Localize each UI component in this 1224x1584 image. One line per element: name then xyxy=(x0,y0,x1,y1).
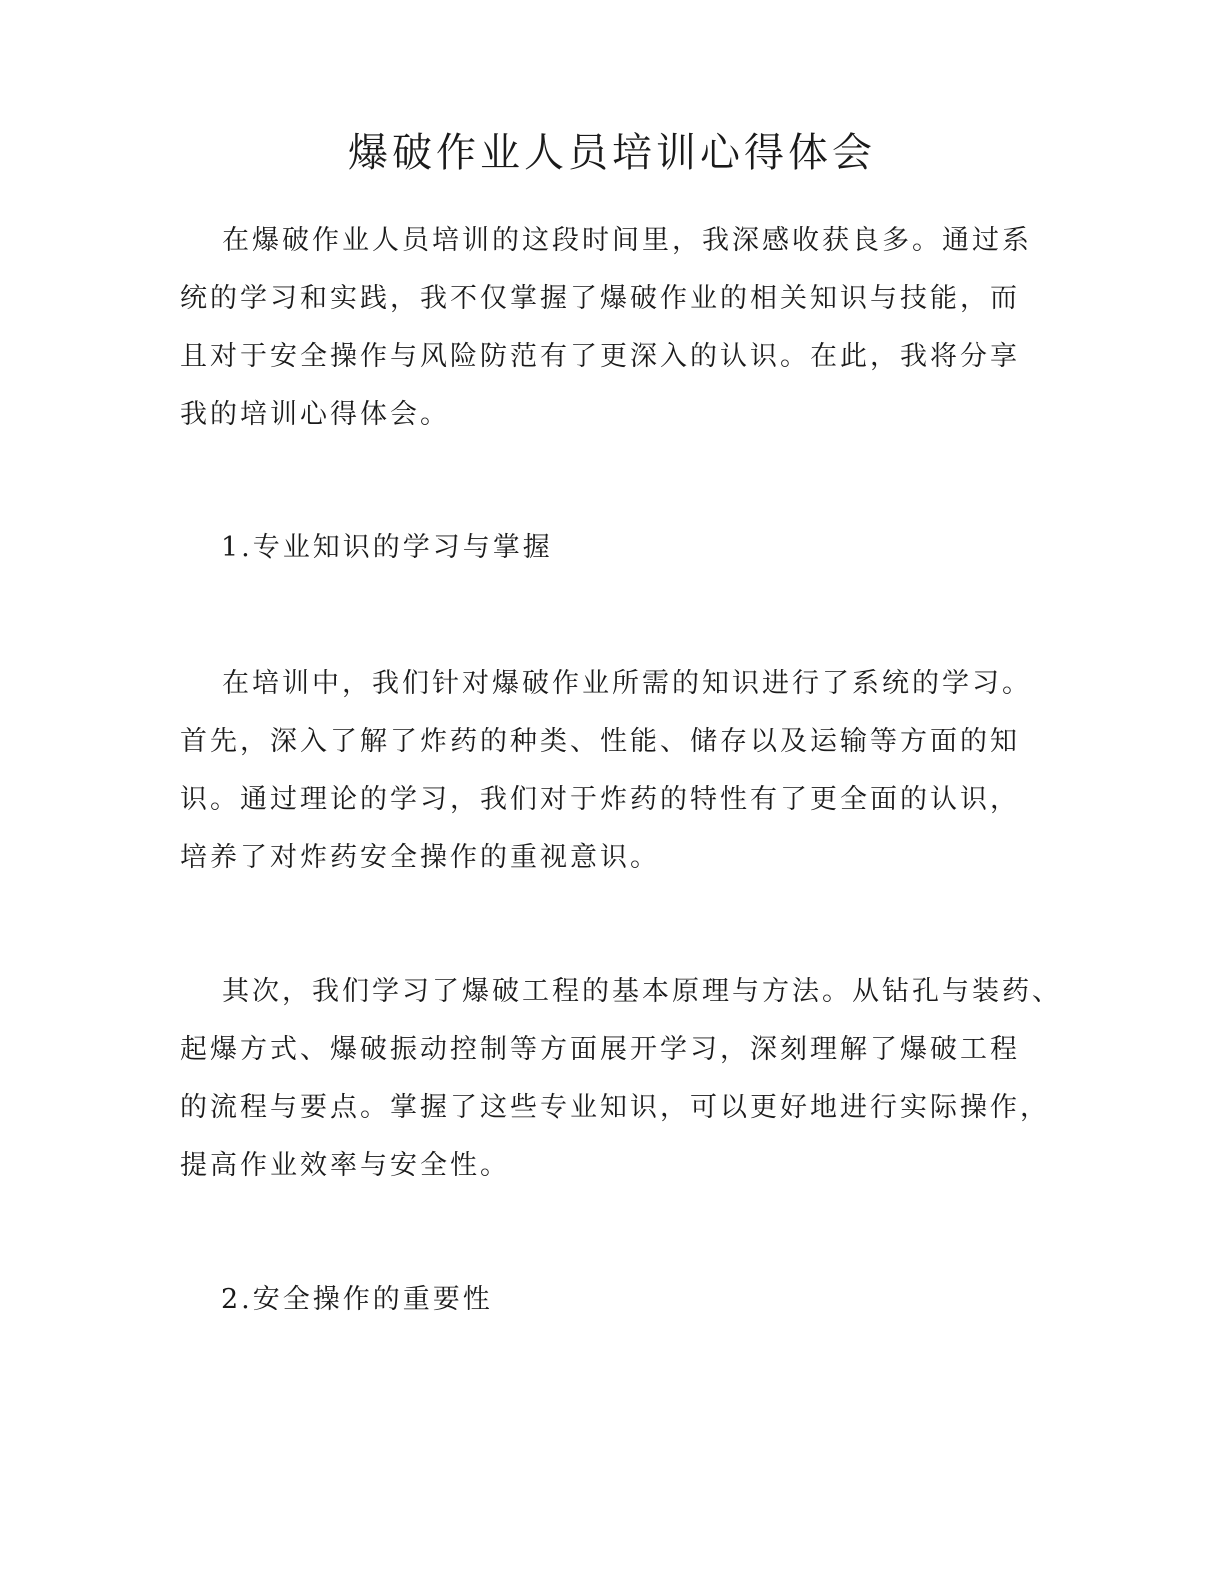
paragraph-line: 提高作业效率与安全性。 xyxy=(180,1150,510,1181)
paragraph-line: 在爆破作业人员培训的这段时间里，我深感收获良多。通过系 xyxy=(222,225,1032,256)
intro-paragraph xyxy=(180,212,1060,444)
paragraph-line: 的流程与要点。掌握了这些专业知识，可以更好地进行实际操作， xyxy=(180,1092,1050,1123)
section-heading-1: 1.专业知识的学习与掌握 xyxy=(221,532,553,563)
paragraph-line: 我的培训心得体会。 xyxy=(180,399,450,430)
section-heading-2: 2.安全操作的重要性 xyxy=(221,1284,493,1315)
document-title: 爆破作业人员培训心得体会 xyxy=(348,130,876,176)
paragraph-line: 在培训中，我们针对爆破作业所需的知识进行了系统的学习。 xyxy=(222,668,1032,699)
knowledge-paragraph-2 xyxy=(180,963,1060,1195)
paragraph-line: 培养了对炸药安全操作的重视意识。 xyxy=(180,842,660,873)
paragraph-line: 首先，深入了解了炸药的种类、性能、储存以及运输等方面的知 xyxy=(180,726,1020,757)
paragraph-line: 其次，我们学习了爆破工程的基本原理与方法。从钻孔与装药、 xyxy=(222,976,1062,1007)
paragraph-line: 且对于安全操作与风险防范有了更深入的认识。在此，我将分享 xyxy=(180,341,1020,372)
paragraph-line: 识。通过理论的学习，我们对于炸药的特性有了更全面的认识， xyxy=(180,784,1020,815)
paragraph-line: 起爆方式、爆破振动控制等方面展开学习，深刻理解了爆破工程 xyxy=(180,1034,1020,1065)
knowledge-paragraph-1 xyxy=(180,655,1060,887)
paragraph-line: 统的学习和实践，我不仅掌握了爆破作业的相关知识与技能，而 xyxy=(180,283,1020,314)
